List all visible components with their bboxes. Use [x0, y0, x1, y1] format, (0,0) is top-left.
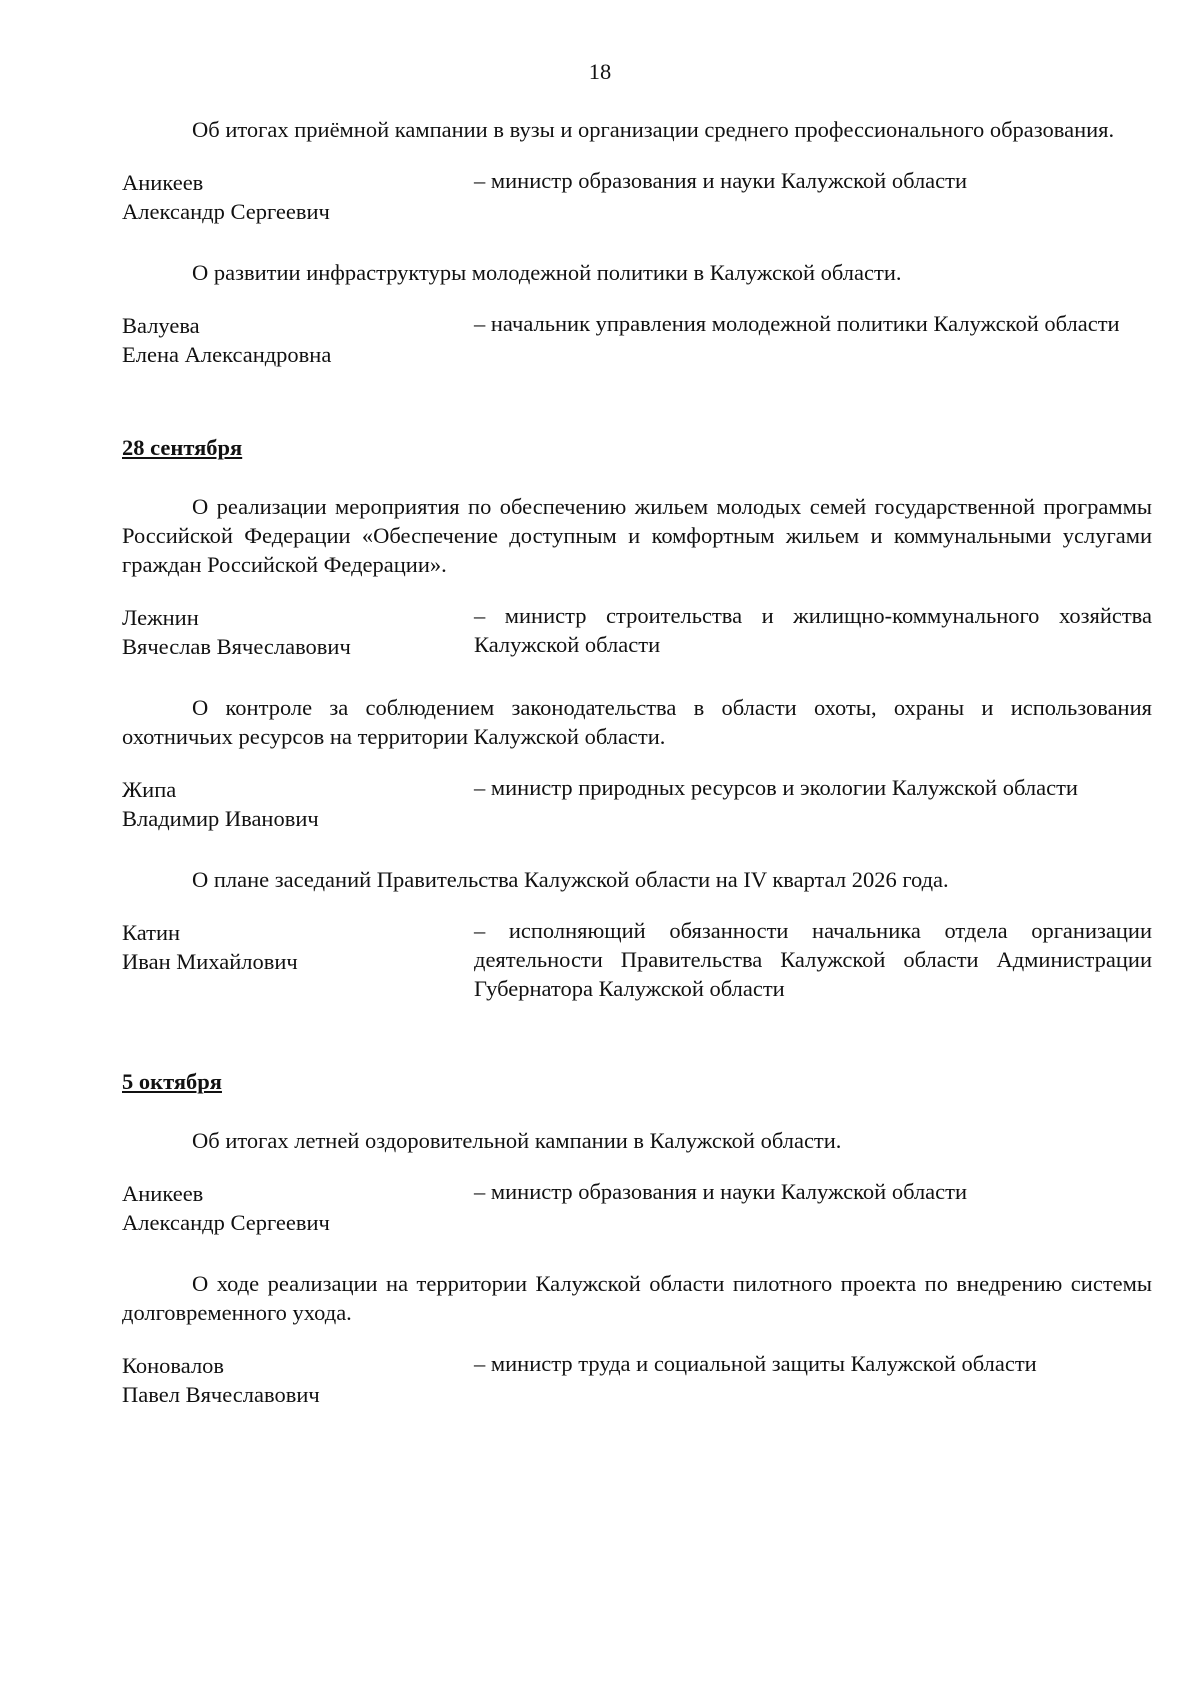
speaker-given-name: Павел Вячеславович: [122, 1382, 320, 1407]
speaker-surname: Валуева: [122, 313, 200, 338]
speaker-role: – министр труда и социальной защиты Калужской области: [474, 1351, 1037, 1376]
agenda-topic: Об итогах летней оздоровительной кампании в Калужской области.: [192, 1128, 842, 1153]
speaker-surname: Аникеев: [122, 170, 204, 195]
speaker-role: – министр строительства и жилищно-коммунального хозяйства Калужской области: [474, 603, 1152, 657]
speaker-role: – исполняющий обязанности начальника отдела организации деятельности Правительства Калужской области Администрации Губернатора Калужской области: [474, 918, 1152, 1001]
agenda-topic: О плане заседаний Правительства Калужской области на IV квартал 2026 года.: [192, 867, 949, 892]
speaker-role: – министр природных ресурсов и экологии Калужской области: [474, 775, 1078, 800]
speaker-name: [122, 168, 474, 226]
speaker-entry: [122, 309, 1152, 369]
agenda-topic: О ходе реализации на территории Калужской области пилотного проекта по внедрению системы долговременного ухода.: [122, 1271, 1152, 1325]
speaker-entry: [122, 166, 1152, 226]
speaker-name: [122, 775, 474, 833]
speaker-name: [122, 311, 474, 369]
speaker-given-name: Александр Сергеевич: [122, 199, 330, 224]
meeting-date: 28 сентября: [122, 435, 243, 460]
meeting-date: 5 октября: [122, 1069, 222, 1094]
speaker-name: [122, 918, 474, 1003]
speaker-name: [122, 603, 474, 661]
speaker-role: – министр образования и науки Калужской области: [474, 1179, 968, 1204]
speaker-surname: Жипа: [122, 777, 177, 802]
speaker-entry: [122, 916, 1152, 1003]
speaker-entry: [122, 773, 1152, 833]
agenda-topic: О развитии инфраструктуры молодежной политики в Калужской области.: [192, 260, 902, 285]
speaker-name: [122, 1351, 474, 1409]
speaker-name: [122, 1179, 474, 1237]
speaker-given-name: Александр Сергеевич: [122, 1210, 330, 1235]
speaker-given-name: Иван Михайлович: [122, 949, 298, 974]
speaker-role: – министр образования и науки Калужской области: [474, 168, 968, 193]
agenda-topic: Об итогах приёмной кампании в вузы и организации среднего профессионального образования.: [192, 117, 1115, 142]
agenda-topic: О контроле за соблюдением законодательства в области охоты, охраны и использования охотничьих ресурсов на территории Калужской области.: [122, 695, 1152, 749]
speaker-given-name: Вячеслав Вячеславович: [122, 634, 351, 659]
speaker-entry: [122, 601, 1152, 661]
speaker-entry: [122, 1349, 1152, 1409]
speaker-surname: Лежнин: [122, 605, 199, 630]
speaker-surname: Коновалов: [122, 1353, 225, 1378]
speaker-given-name: Елена Александровна: [122, 342, 332, 367]
speaker-entry: [122, 1177, 1152, 1237]
speaker-role: – начальник управления молодежной политики Калужской области: [474, 311, 1120, 336]
agenda-content: [122, 115, 1152, 1409]
speaker-surname: Аникеев: [122, 1181, 204, 1206]
agenda-topic: О реализации мероприятия по обеспечению жильем молодых семей государственной программы Российской Федерации «Обеспечение доступным и комфортным жильем и коммунальными услугами граждан Российской Федерации».: [122, 494, 1152, 577]
page-number: 18: [588, 59, 612, 84]
speaker-given-name: Владимир Иванович: [122, 806, 319, 831]
speaker-surname: Катин: [122, 920, 181, 945]
